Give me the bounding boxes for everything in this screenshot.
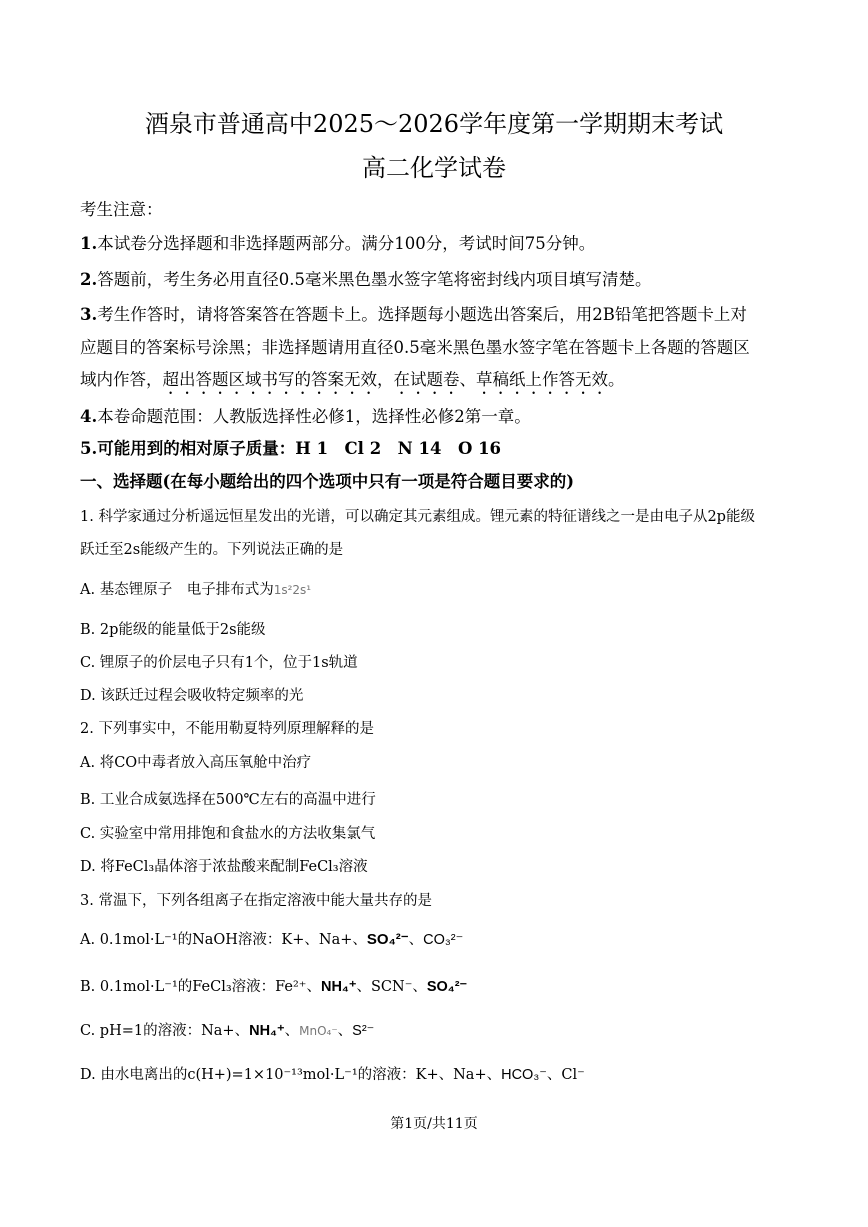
notice-num: 4. [80,407,98,426]
ion: S²⁻ [352,1023,375,1039]
notice-item-3 [80,301,800,325]
notice-text: 答题前，考生务必用直径0.5毫米黑色墨水签字笔将密封线内项目填写清楚。 [97,270,652,289]
question-1-option-d: D. 该跃迁过程会吸收特定频率的光 [80,688,304,704]
notice-text: 考生作答时，请将答案答在答题卡上。选择题每小题选出答案后，用2B铅笔把答题卡上对 [97,305,747,324]
ion: SO₄²⁻ [426,979,468,995]
ion: NH₄⁺ [249,1023,285,1039]
notice-item-1 [80,230,800,254]
notice-item-3-cont2: 域内作答，超出答题区域书写的答案无效，在试题卷、草稿纸上作答无效。 [80,370,625,389]
ion: SCN⁻ [370,979,413,995]
question-3-stem: 3. 常温下，下列各组离子在指定溶液中能大量共存的是 [80,893,432,909]
notice-num: 3. [80,305,98,324]
ion: CO₃²⁻ [423,932,464,948]
ion: Cl⁻ [561,1067,585,1083]
question-1-option-c: C. 锂原子的价层电子只有1个，位于1s轨道 [80,655,358,671]
question-2-option-a: A. 将CO中毒者放入高压氧舱中治疗 [80,755,312,771]
question-2-stem: 2. 下列事实中，不能用勒夏特列原理解释的是 [80,721,374,737]
ion: SO₄²⁻ [366,931,409,948]
section-heading: 一、选择题(在每小题给出的四个选项中只有一项是符合题目要求的) [80,472,575,491]
question-1-option-b: B. 2p能级的能量低于2s能级 [80,622,266,638]
notice-num: 5. [80,439,98,458]
question-1-stem-cont: 跃迁至2s能级产生的。下列说法正确的是 [80,542,344,558]
ion: NH₄⁺ [320,979,357,995]
notice-text: 本试卷分选择题和非选择题两部分。满分100分，考试时间75分钟。 [97,234,596,253]
page-number: 第1页/共11页 [390,1116,478,1132]
question-3-option-b: B. 0.1mol·L⁻¹的FeCl₃溶液：Fe²⁺、NH₄⁺、SCN⁻、SO₄²⁻ [80,979,468,995]
question-3-option-c: C. pH=1的溶液：Na+、NH₄⁺、MnO₄⁻、S²⁻ [80,1023,375,1039]
exam-title: 酒泉市普通高中2025～2026学年度第一学期期末考试 [144,110,724,138]
notice-item-2 [80,266,800,290]
question-2-option-d: D. 将FeCl₃晶体溶于浓盐酸来配制FeCl₃溶液 [80,859,368,875]
electron-config-formula: 1s²2s¹ [273,583,312,597]
notice-item-5 [80,435,800,459]
question-3-option-a: A. 0.1mol·L⁻¹的NaOH溶液：K+、Na+、SO₄²⁻、CO₃²⁻ [80,931,464,948]
ion: HCO₃⁻ [501,1067,547,1083]
question-2-option-c: C. 实验室中常用排饱和食盐水的方法收集氯气 [80,826,376,842]
question-2-option-b: B. 工业合成氨选择在500℃左右的高温中进行 [80,792,376,808]
notice-item-3-cont: 应题目的答案标号涂黑；非选择题请用直径0.5毫米黑色墨水签字笔在答题卡上各题的答题区 [80,338,750,357]
question-1-stem: 1. 科学家通过分析遥远恒星发出的光谱，可以确定其元素组成。锂元素的特征谱线之一是由电子从2p能级 [80,509,755,525]
question-3-option-d: D. 由水电离出的c(H+)=1×10⁻¹³mol·L⁻¹的溶液：K+、Na+、HCO₃⁻、Cl⁻ [80,1067,585,1083]
notice-text: 可能用到的相对原子质量：H 1 Cl 2 N 14 O 16 [97,439,502,458]
notice-num: 1. [80,234,98,253]
notice-item-4 [80,403,800,427]
emphasized-warning: 超出答题区域书写的答案无效，在试题卷、草稿纸上作答无效 [162,370,608,389]
notice-heading: 考生注意： [80,200,163,219]
question-1-option-a: A. 基态锂原子 电子排布式为1s²2s¹ [80,582,312,598]
ion: MnO₄⁻ [299,1024,338,1038]
notice-text: 本卷命题范围：人教版选择性必修1，选择性必修2第一章。 [97,407,531,426]
exam-subtitle: 高二化学试卷 [362,154,506,182]
notice-num: 2. [80,270,98,289]
